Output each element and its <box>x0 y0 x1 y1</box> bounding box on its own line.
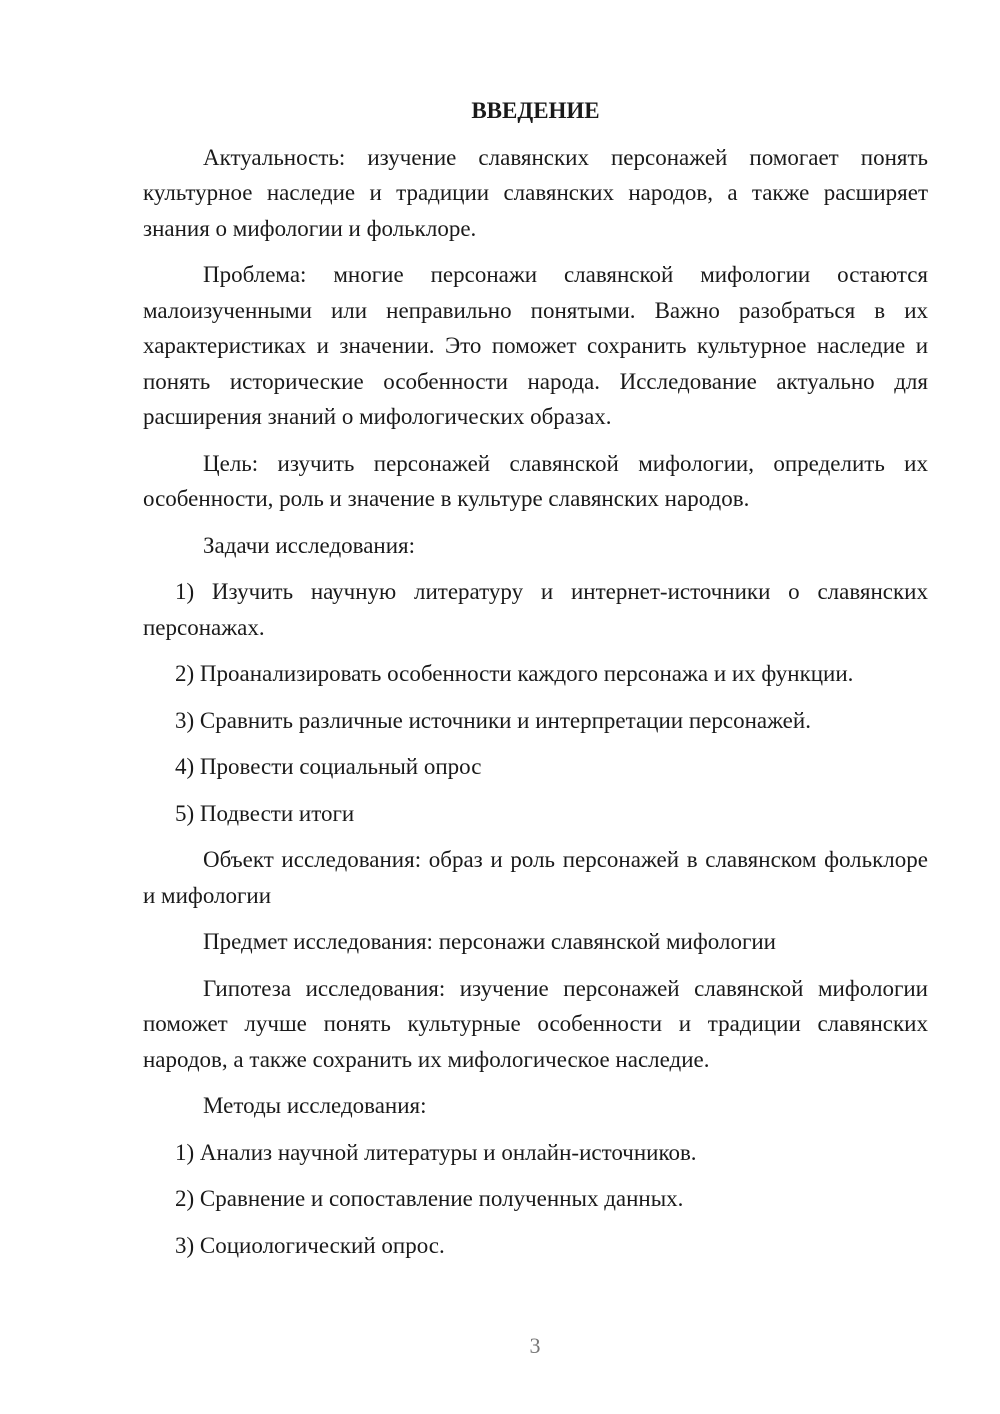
method-item: 1) Анализ научной литературы и онлайн-источников. <box>175 1139 697 1165</box>
hypothesis-paragraph: Гипотеза исследования: изучение персонажей славянской мифологии поможет лучше понять культурные особенности и традиции славянских народов, а также сохранить их мифологическое наследие. <box>143 975 928 1072</box>
subject-paragraph: Предмет исследования: персонажи славянской мифологии <box>203 929 776 954</box>
relevance-paragraph: Актуальность: изучение славянских персонажей помогает понять культурное наследие и традиции славянских народов, а также расширяет знания о мифологии и фольклоре. <box>143 144 928 241</box>
task-item: 4) Провести социальный опрос <box>175 754 482 779</box>
methods-heading: Методы исследования: <box>203 1093 427 1118</box>
method-item: 2) Сравнение и сопоставление полученных данных. <box>175 1186 684 1211</box>
section-title: ВВЕДЕНИЕ <box>471 98 600 123</box>
object-paragraph: Объект исследования: образ и роль персонажей в славянском фольклоре и мифологии <box>143 847 928 908</box>
method-item: 3) Социологический опрос. <box>175 1232 445 1258</box>
task-item: 2) Проанализировать особенности каждого персонажа и их функции. <box>175 661 854 686</box>
page-content <box>143 93 928 1274</box>
task-item: 5) Подвести итоги <box>175 800 355 826</box>
goal-paragraph: Цель: изучить персонажей славянской мифологии, определить их особенности, роль и значение в культуре славянских народов. <box>143 450 928 511</box>
page-number: 3 <box>529 1333 541 1358</box>
problem-paragraph: Проблема: многие персонажи славянской мифологии остаются малоизученными или неправильно понятыми. Важно разобраться в их характеристиках и значении. Это поможет сохранить культурное наследие и понять исторические особенности народа. Исследование актуально для расширения знаний о мифологических образах. <box>143 262 928 429</box>
task-item: 3) Сравнить различные источники и интерпретации персонажей. <box>175 707 811 733</box>
task-item: 1) Изучить научную литературу и интернет-источники о славянских персонажах. <box>143 579 928 640</box>
tasks-heading: Задачи исследования: <box>203 532 416 558</box>
